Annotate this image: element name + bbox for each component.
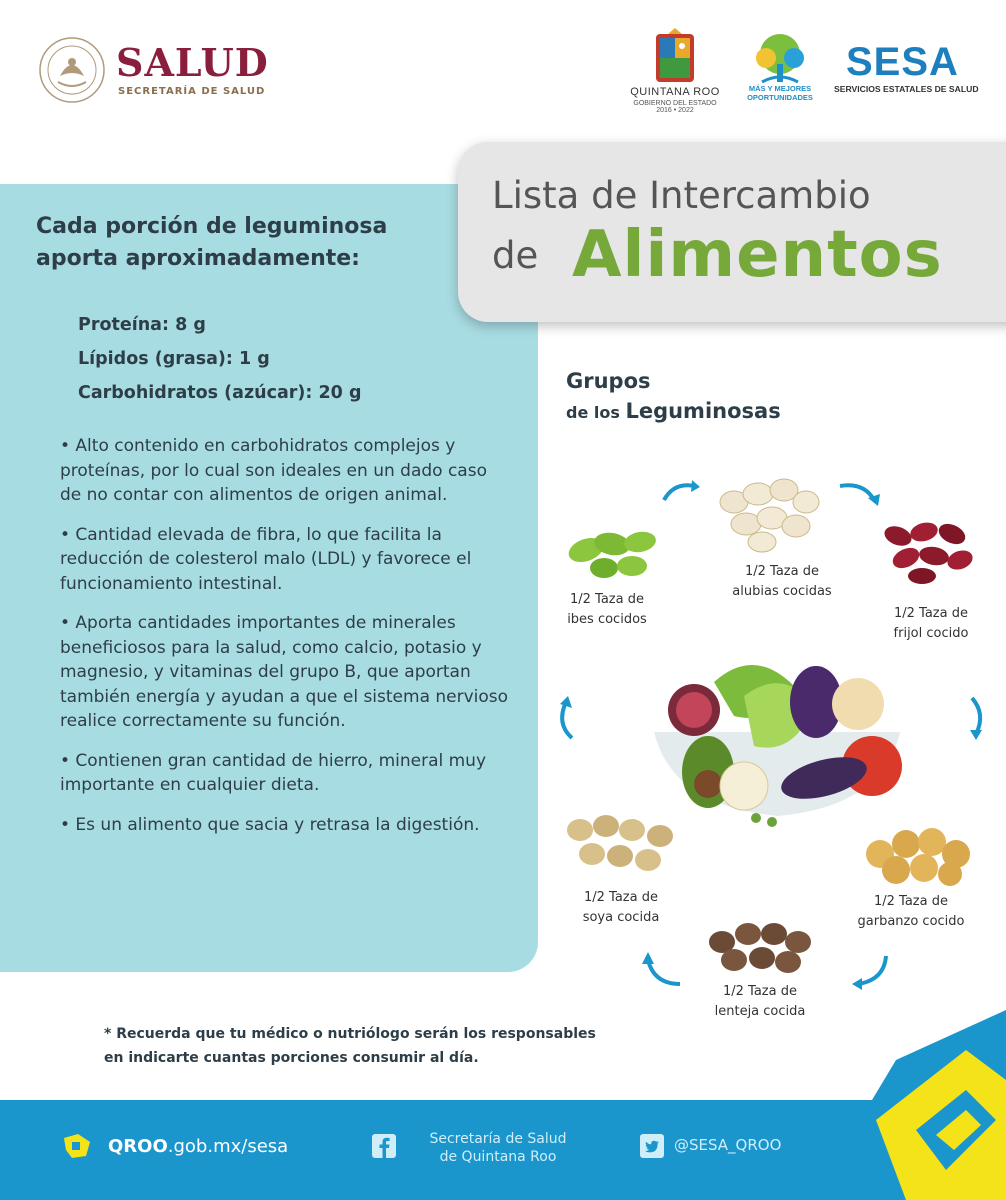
title-de: de <box>492 234 539 277</box>
nutrient-carbs: Carbohidratos (azúcar): 20 g <box>78 383 362 403</box>
facebook-line1: Secretaría de Salud <box>429 1131 567 1147</box>
cycle-arrow-icon <box>640 950 686 990</box>
garbanzo-label-line2: garbanzo cocido <box>857 914 965 929</box>
sesa-subtitle: SERVICIOS ESTATALES DE SALUD <box>834 84 979 94</box>
frijol-label <box>878 604 984 644</box>
nutrient-lipids: Lípidos (grasa): 1 g <box>78 349 270 369</box>
footnote-line2: en indicarte cuantas porciones consumir al día. <box>104 1050 479 1066</box>
soya-image <box>562 808 682 878</box>
ibes-label-line2: ibes cocidos <box>567 612 647 627</box>
website-bold: QROO <box>108 1136 168 1157</box>
website-rest: .gob.mx/sesa <box>167 1136 289 1157</box>
benefit-item: • Alto contenido en carbohidratos complejos y proteínas, por lo cual son ideales en un dado caso de no contar con alimentos de origen animal. <box>60 436 487 505</box>
intro-line1: Cada porción de leguminosa <box>36 214 388 239</box>
sesa-title: SESA <box>846 40 959 84</box>
facebook-text <box>408 1130 588 1166</box>
nutrient-list <box>78 308 361 410</box>
benefit-item: • Es un alimento que sacia y retrasa la digestión. <box>60 814 480 835</box>
twitter-icon <box>640 1134 664 1158</box>
intro-line2: aporta aproximadamente: <box>36 246 360 271</box>
nutrient-protein: Proteína: 8 g <box>78 315 206 335</box>
alubias-label-line2: alubias cocidas <box>732 584 832 599</box>
facebook-line2: de Quintana Roo <box>439 1149 557 1165</box>
ibes-label <box>552 590 662 630</box>
decorative-corner-motif <box>836 1010 1006 1200</box>
ibes-image <box>562 516 662 586</box>
qroo-logo-icon <box>62 1132 92 1160</box>
footnote-line1: * Recuerda que tu médico o nutriólogo serán los responsables <box>104 1026 596 1042</box>
title-line1: Lista de Intercambio <box>492 174 871 217</box>
lenteja-image <box>704 918 816 976</box>
groups-title-main: Leguminosas <box>625 399 781 423</box>
benefit-item: • Aporta cantidades importantes de minerales beneficiosos para la salud, como calcio, potasio y magnesio, y vitaminas del grupo B, que aportan también energía y ayudan a que el sistema nervioso realice correctamente su función. <box>60 613 509 731</box>
garbanzo-label <box>846 892 976 932</box>
alubias-label <box>722 562 842 602</box>
facebook-icon <box>372 1134 396 1158</box>
cycle-arrow-icon <box>964 694 990 742</box>
frijol-image <box>878 514 978 588</box>
info-panel <box>0 184 538 972</box>
qroo-gov: GOBIERNO DEL ESTADO <box>633 100 717 107</box>
lenteja-label-line2: lenteja cocida <box>714 1004 806 1019</box>
qroo-years <box>620 100 730 114</box>
mmo-line1: MÁS Y MEJORES <box>748 84 812 93</box>
soya-label-line2: soya cocida <box>582 910 660 925</box>
salad-bowl-image <box>644 646 914 830</box>
benefit-list <box>60 434 510 852</box>
soya-label <box>566 888 676 928</box>
frijol-label-line1: 1/2 Taza de <box>894 606 968 621</box>
cycle-arrow-icon <box>836 478 884 508</box>
lenteja-label <box>702 982 818 1022</box>
groups-title-line1: Grupos <box>566 369 651 393</box>
salud-title: SALUD <box>116 40 269 85</box>
panel-intro <box>36 211 506 275</box>
benefit-item: • Contienen gran cantidad de hierro, mineral muy importante en cualquier dieta. <box>60 750 487 795</box>
mmo-line2: OPORTUNIDADES <box>747 93 813 102</box>
qroo-name: QUINTANA ROO <box>630 86 720 98</box>
title-banner <box>458 142 1006 322</box>
salud-logo <box>38 36 278 108</box>
lenteja-label-line1: 1/2 Taza de <box>723 984 797 999</box>
groups-title-prefix: de los <box>566 403 620 422</box>
mas-mejores-oportunidades-logo <box>740 32 820 110</box>
alubias-label-line1: 1/2 Taza de <box>745 564 819 579</box>
groups-title-line2 <box>566 394 781 430</box>
cycle-arrow-icon <box>552 694 578 742</box>
twitter-handle: @SESA_QROO <box>674 1136 782 1154</box>
sesa-logo <box>834 40 979 100</box>
alubias-image <box>712 472 822 554</box>
mexico-seal-icon <box>38 36 106 104</box>
qroo-period: 2016 • 2022 <box>656 107 694 114</box>
benefit-item: • Cantidad elevada de fibra, lo que facilita la reducción de colesterol malo (LDL) y favorece el funcionamiento intestinal. <box>60 524 472 594</box>
footnote <box>104 1022 664 1070</box>
salud-subtitle: SECRETARÍA DE SALUD <box>118 86 266 97</box>
mmo-text <box>740 84 820 102</box>
cycle-arrow-icon <box>850 950 894 990</box>
garbanzo-image <box>862 824 974 888</box>
quintana-roo-logo <box>620 28 730 113</box>
cycle-arrow-icon <box>658 478 702 504</box>
ibes-label-line1: 1/2 Taza de <box>570 592 644 607</box>
groups-title <box>566 368 781 430</box>
soya-label-line1: 1/2 Taza de <box>584 890 658 905</box>
quintana-roo-shield-icon <box>620 28 730 86</box>
tree-icon <box>740 32 820 84</box>
garbanzo-label-line1: 1/2 Taza de <box>874 894 948 909</box>
frijol-label-line2: frijol cocido <box>893 626 969 641</box>
title-main: Alimentos <box>572 218 943 292</box>
